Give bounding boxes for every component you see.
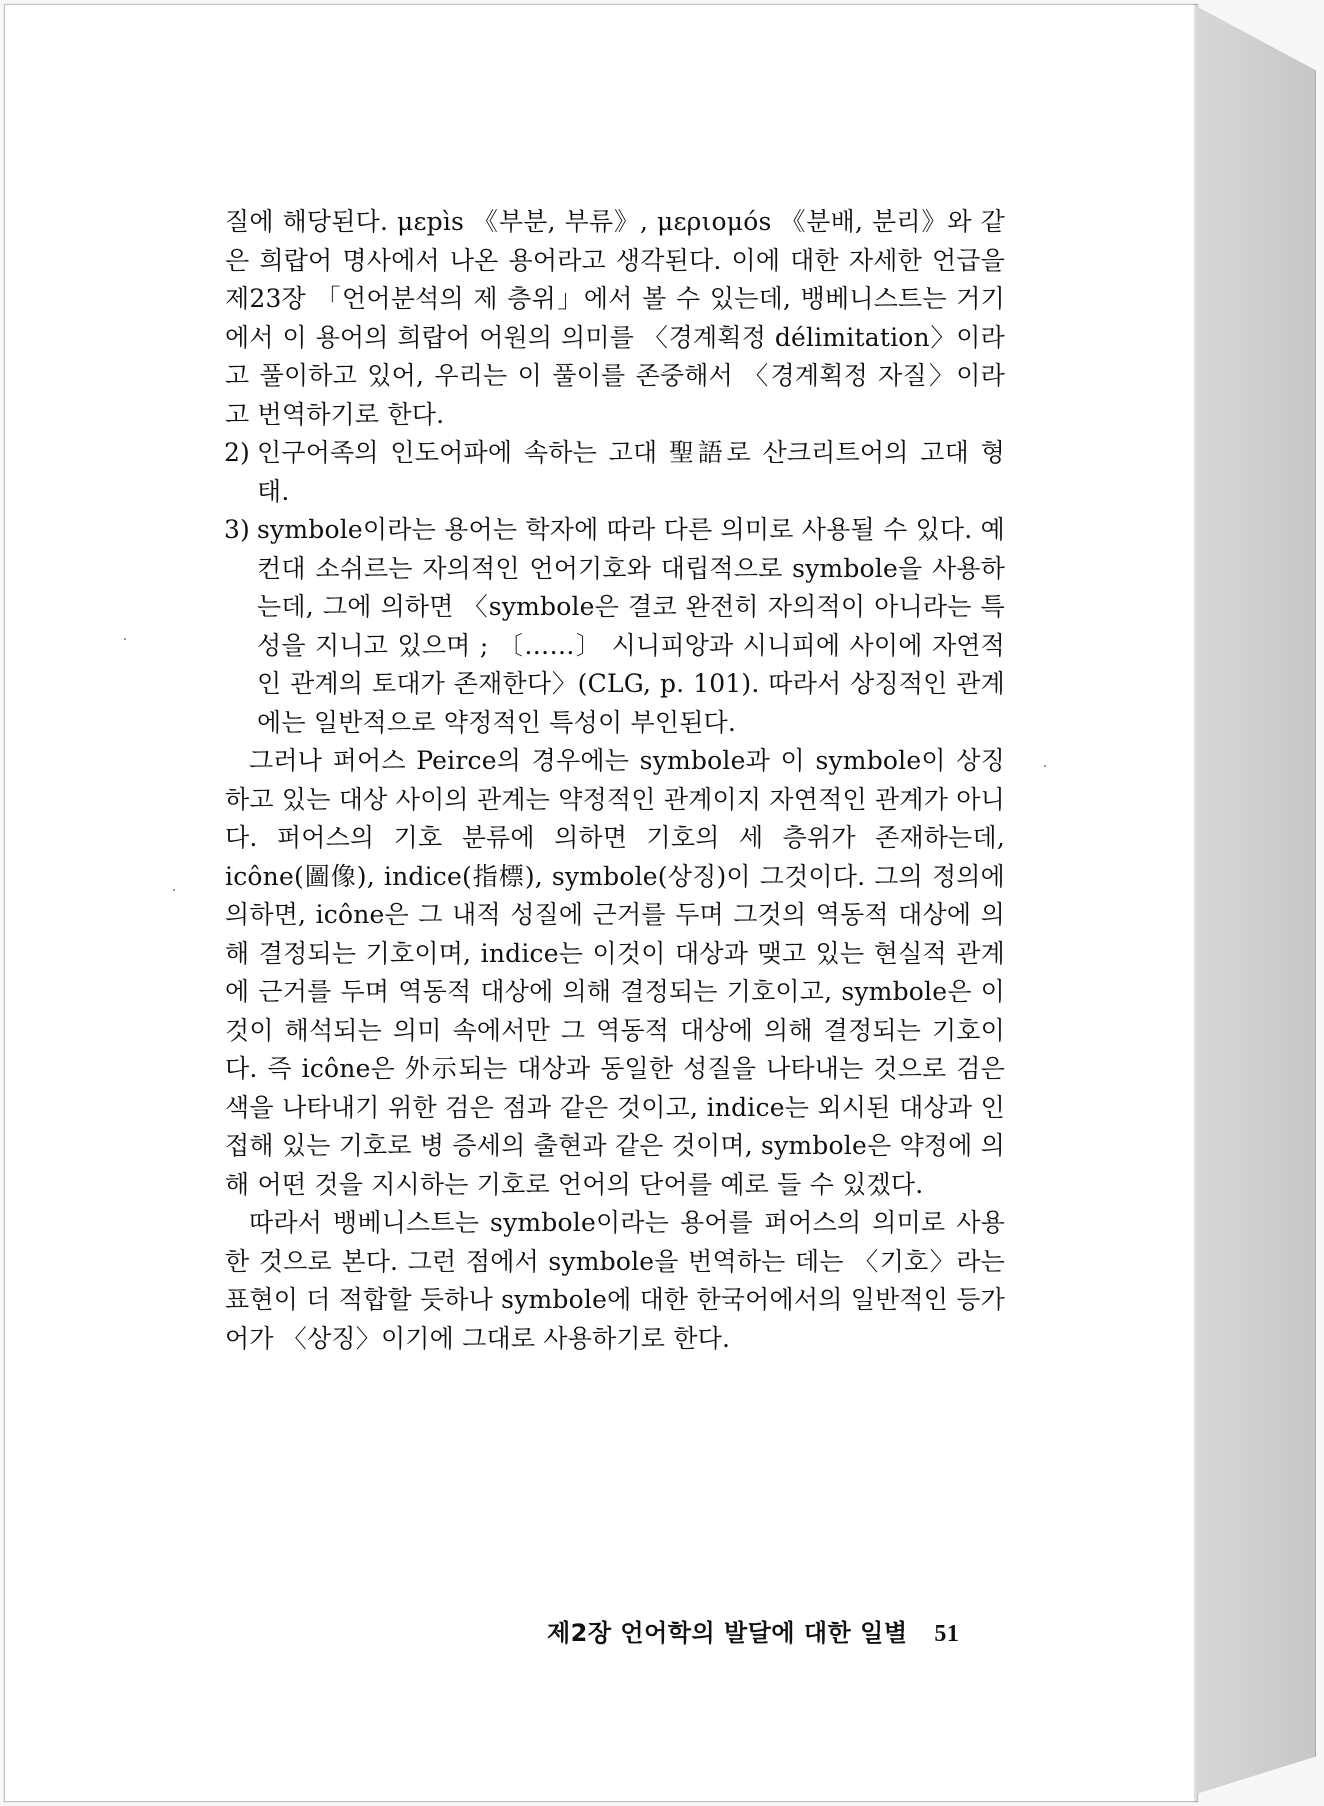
chapter-title: 제2장 언어학의 발달에 대한 일별	[547, 1619, 908, 1647]
footnote-3-number: 3)	[223, 515, 250, 544]
footnote-2-number: 2)	[223, 438, 250, 467]
footnote-2	[225, 434, 1005, 511]
scan-mark	[1044, 765, 1046, 767]
page-number: 51	[934, 1621, 960, 1647]
book-page	[4, 4, 1198, 1802]
footnote-3-text: symbole이라는 용어는 학자에 따라 다른 의미로 사용될 수 있다. 예컨대 소쉬르는 자의적인 언어기호와 대립적으로 symbole을 사용하는데, 그에 의하면 〈symbole은 결코 완전히 자의적이 아니라는 특성을 지니고 있으며 ; 〔……〕 시니피앙과 시니피에 사이에 자연적인 관계의 토대가 존재한다〉(CLG, p. 101). 따라서 상징적인 관계에는 일반적으로 약정적인 특성이 부인된다.	[257, 515, 1005, 737]
footnote-3	[225, 511, 1005, 742]
running-footer	[547, 1613, 977, 1648]
scan-mark	[173, 889, 175, 891]
page-text-column	[225, 203, 1005, 1358]
book-side-edge	[1196, 6, 1316, 1794]
footnote-2-text: 인구어족의 인도어파에 속하는 고대 聖語로 산크리트어의 고대 형태.	[257, 438, 1005, 506]
body-paragraph-peirce: 그러나 퍼어스 Peirce의 경우에는 symbole과 이 symbole이 상징하고 있는 대상 사이의 관계는 약정적인 관계이지 자연적인 관계가 아니다. 퍼어스의 기호 분류에 의하면 기호의 세 층위가 존재하는데, icône(圖像), indice(指標), symbole(상징)이 그것이다. 그의 정의에 의하면, icône은 그 내적 성질에 근거를 두며 그것의 역동적 대상에 의해 결정되는 기호이며, indice는 이것이 대상과 맺고 있는 현실적 관계에 근거를 두며 역동적 대상에 의해 결정되는 기호이고, symbole은 이것이 해석되는 의미 속에서만 그 역동적 대상에 의해 결정되는 기호이다. 즉 icône은 外示되는 대상과 동일한 성질을 나타내는 것으로 검은 색을 나타내기 위한 검은 점과 같은 것이고, indice는 외시된 대상과 인접해 있는 기호로 병 증세의 출현과 같은 것이며, symbole은 약정에 의해 어떤 것을 지시하는 기호로 언어의 단어를 예로 들 수 있겠다.	[225, 746, 1005, 1199]
body-paragraph-translation: 따라서 뱅베니스트는 symbole이라는 용어를 퍼어스의 의미로 사용한 것으로 본다. 그런 점에서 symbole을 번역하는 데는 〈기호〉라는 표현이 더 적합할 듯하나 symbole에 대한 한국어에서의 일반적인 등가어가 〈상징〉이기에 그대로 사용하기로 한다.	[225, 1208, 1005, 1353]
scan-mark	[124, 638, 126, 640]
continuation-paragraph: 질에 해당된다. μεpìs 《부분, 부류》, μεριoμós 《분배, 분리》와 같은 희랍어 명사에서 나온 용어라고 생각된다. 이에 대한 자세한 언급을 제23장 「언어분석의 제 층위」에서 볼 수 있는데, 뱅베니스트는 거기에서 이 용어의 희랍어 어원의 의미를 〈경계획정 délimitation〉이라고 풀이하고 있어, 우리는 이 풀이를 존중해서 〈경계획정 자질〉이라고 번역하기로 한다.	[225, 207, 1005, 429]
